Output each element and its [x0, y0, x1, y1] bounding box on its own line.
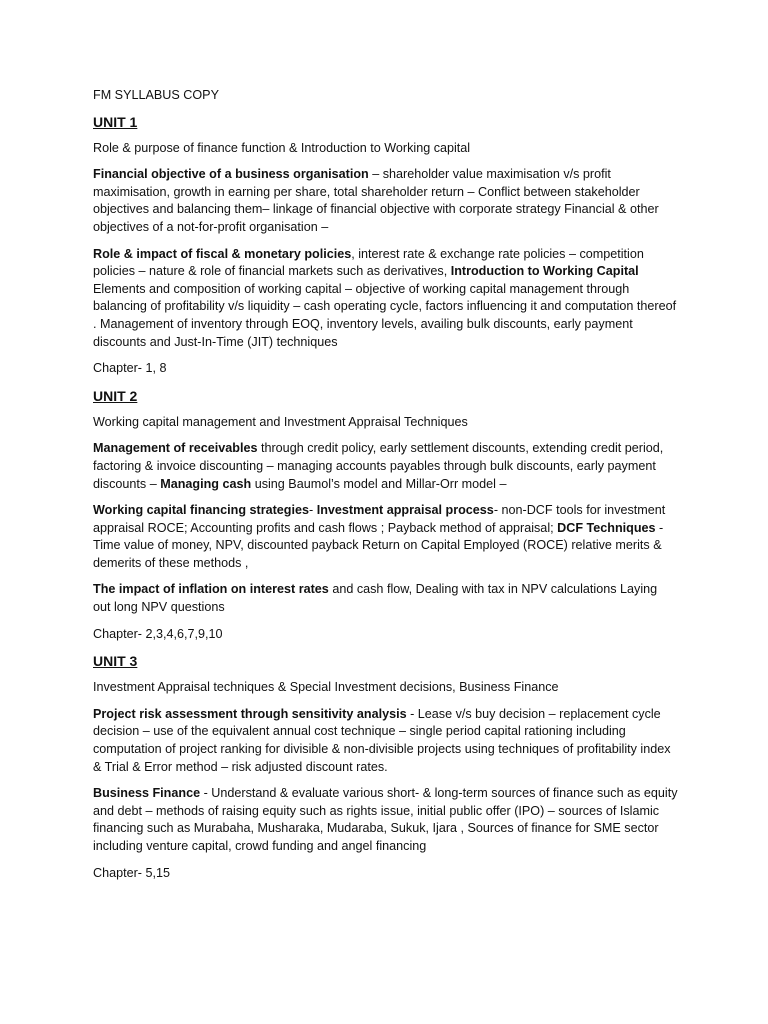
body-text: , interest rate & exchange rate policies – competition policies – nature & role of financial markets such as derivatives,: [93, 246, 644, 279]
unit-1-paragraph-1: [93, 166, 678, 236]
bold-term: Working capital financing strategies: [93, 503, 310, 518]
bold-term: Managing cash: [160, 476, 252, 491]
unit-1-subtitle: Role & purpose of finance function & Introduction to Working capital: [93, 140, 471, 155]
unit-3-paragraph-2: [93, 785, 678, 855]
bold-term: Introduction to Working Capital: [450, 264, 639, 279]
document-title: FM SYLLABUS COPY: [93, 88, 219, 102]
unit-1-paragraph-2: [93, 246, 678, 352]
document-page: [93, 87, 678, 891]
bold-term: The impact of inflation on interest rates: [93, 582, 329, 597]
body-text: – shareholder value maximisation v/s profit maximisation, growth in earning per share, total shareholder return – Conflict between stakeholder objectives and balancing them– linkage of financial objective with corporate strategy Financial & other objectives of a not-for-profit organisation –: [93, 167, 659, 234]
bold-term: DCF Techniques: [557, 520, 656, 535]
unit-2-chapters: Chapter- 2,3,4,6,7,9,10: [93, 626, 223, 641]
bold-term: Investment appraisal process: [316, 503, 494, 518]
unit-3-paragraph-1: [93, 706, 678, 776]
body-text: - Time value of money, NPV, discounted payback Return on Capital Employed (ROCE) relative merits & demerits of these methods ,: [93, 520, 664, 570]
unit-2-paragraph-2: [93, 502, 678, 572]
unit-3-section: [93, 652, 678, 882]
body-text: -: [309, 503, 317, 518]
unit-2-section: [93, 387, 678, 644]
body-text: - Understand & evaluate various short- & long-term sources of finance such as equity and debt – methods of raising equity such as rights issue, initial public offer (IPO) – sources of Islamic financing such as Murabaha, Musharaka, Mudaraba, Sukuk, Ijara , Sources of finance for SME sector including venture capital, crowd funding and angel financing: [93, 786, 678, 853]
unit-1-section: [93, 113, 678, 378]
unit-3-chapters: Chapter- 5,15: [93, 865, 171, 880]
body-text: through credit policy, early settlement discounts, extending credit period, factoring & invoice discounting – managing accounts payables through bulk discounts, early payment discounts –: [93, 441, 664, 491]
unit-1-chapters: Chapter- 1, 8: [93, 361, 167, 376]
body-text: using Baumol’s model and Millar-Orr model –: [251, 476, 507, 491]
unit-2-paragraph-1: [93, 440, 678, 493]
body-text: and cash flow, Dealing with tax in NPV calculations Laying out long NPV questions: [93, 582, 658, 615]
bold-term: Financial objective of a business organisation: [93, 167, 369, 182]
body-text: Elements and composition of working capital – objective of working capital management through balancing of profitability v/s liquidity – cash operating cycle, factors influencing it and computation thereof . Management of inventory through EOQ, inventory levels, availing bulk discounts, early payment discounts and Just-In-Time (JIT) techniques: [93, 281, 677, 349]
unit-3-heading: UNIT 3: [93, 653, 138, 670]
unit-2-heading: UNIT 2: [93, 387, 138, 404]
bold-term: Management of receivables: [93, 441, 258, 456]
bold-term: Business Finance: [93, 786, 201, 801]
unit-3-subtitle: Investment Appraisal techniques & Special Investment decisions, Business Finance: [93, 680, 559, 695]
body-text: - non-DCF tools for investment appraisal ROCE; Accounting profits and cash flows ; Payback method of appraisal;: [93, 503, 666, 535]
bold-term: Project risk assessment through sensitivity analysis: [93, 706, 407, 721]
unit-2-paragraph-3: [93, 581, 678, 616]
unit-1-heading: UNIT 1: [93, 113, 138, 130]
bold-term: Role & impact of fiscal & monetary policies: [93, 246, 352, 261]
unit-2-subtitle: Working capital management and Investment Appraisal Techniques: [93, 414, 468, 429]
body-text: - Lease v/s buy decision – replacement cycle decision – use of the equivalent annual cost technique – single period capital rationing including computation of project ranking for divisible & non-divisible projects using techniques of profitability index & Trial & Error method – risk adjusted discount rates.: [93, 706, 671, 774]
